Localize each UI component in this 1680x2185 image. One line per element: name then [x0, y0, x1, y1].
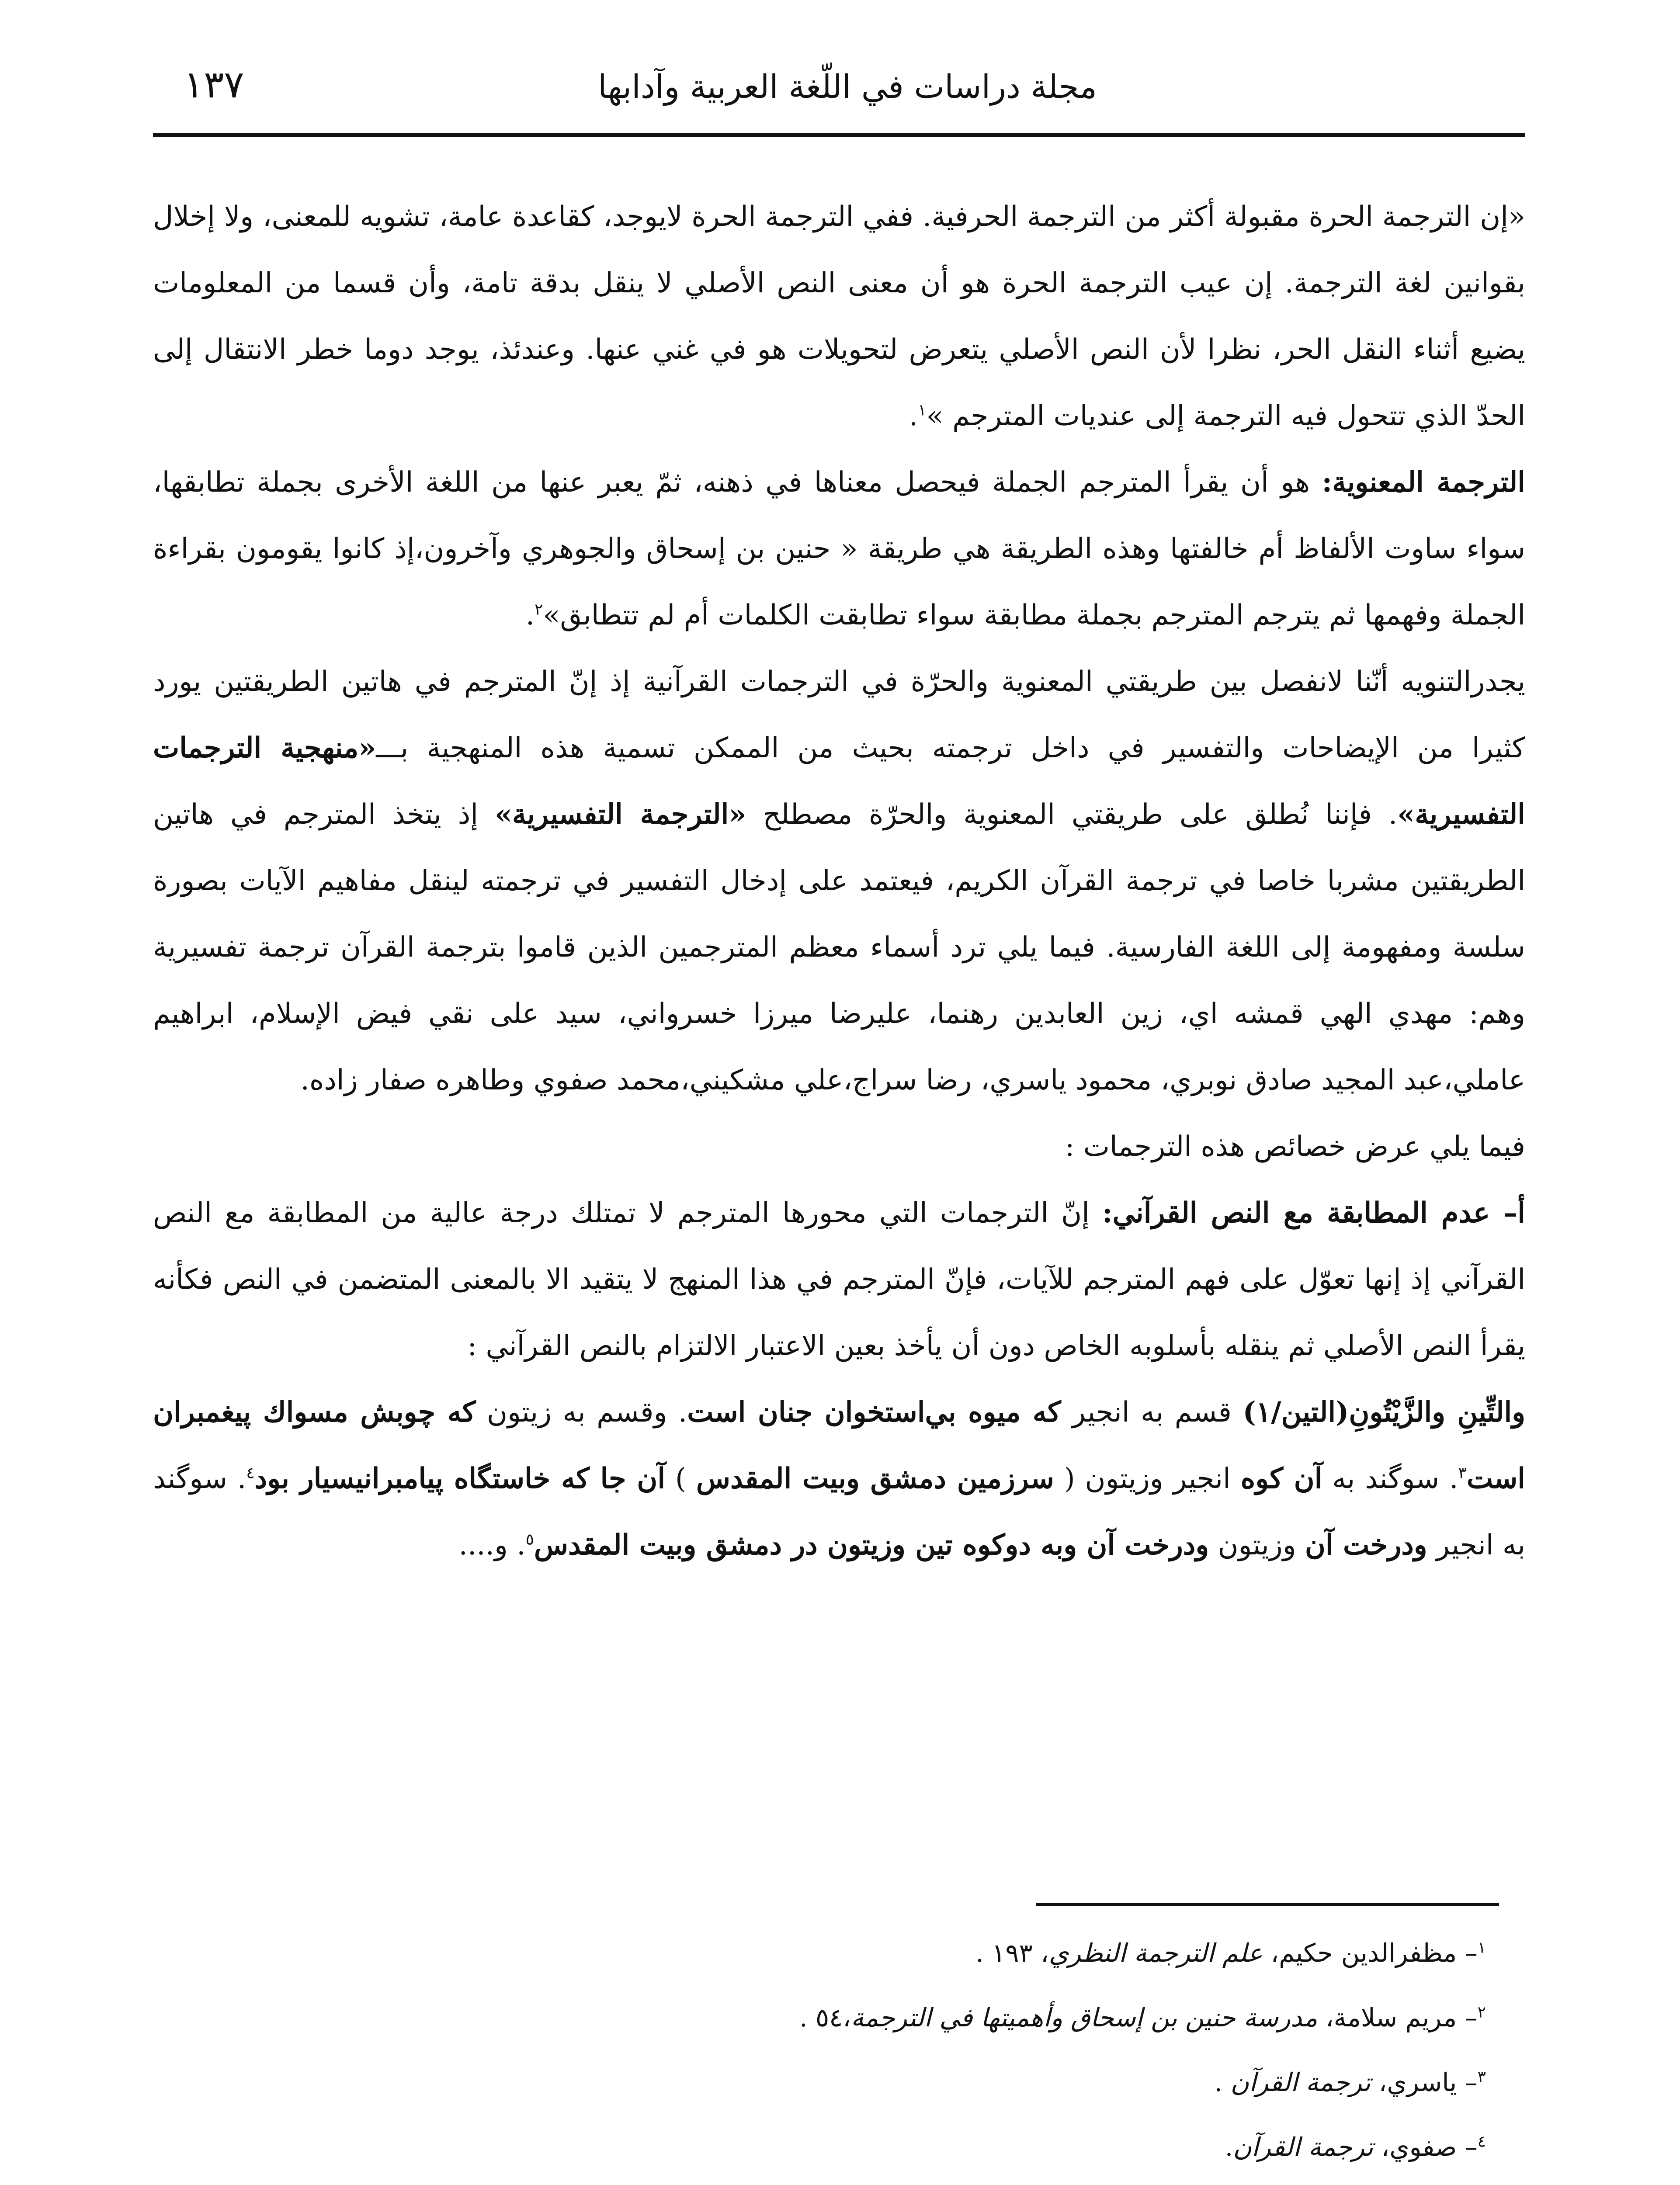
footnote-ref: ٤	[246, 1464, 255, 1482]
footnote-work-title: ترجمة القرآن	[1230, 2067, 1371, 2097]
footnote-ref: ٢	[535, 600, 543, 619]
term-bold: «الترجمة التفسيرية»	[494, 798, 746, 831]
footnote-1: $^١$– مظفرالدين حكيم، علم الترجمة النظري، ١٩٣ .	[975, 1938, 1486, 1968]
main-text	[153, 184, 1525, 1578]
verse-quote: والتِّينِ والزَّيْتُونِ(التين/١)	[1243, 1396, 1526, 1429]
footnote-work-title: ترجمة القرآن	[1233, 2132, 1374, 2162]
footnote-3: $^٣$– ياسري، ترجمة القرآن .	[1214, 2067, 1486, 2097]
footnote-work-title: علم الترجمة النظري	[1048, 1938, 1263, 1968]
page-number: ١٣٧	[184, 63, 244, 107]
footnote-ref: ٥	[525, 1530, 534, 1549]
paragraph-methodology: يجدرالتنويه أنّنا لانفصل بين طريقتي المعنوية والحرّة في الترجمات القرآنية إذ إنّ المترجم في هاتين الطريقتين يورد كثيرا من الإيضاحات والتفسير في داخل ترجمته بحيث من الممكن تسمية هذه المنهجية بـــ«منهجية الترجمات التفسيرية». فإننا نُطلق على طريقتي المعنوية والحرّة مصطلح «الترجمة التفسيرية» إذ يتخذ المترجم في هاتين الطريقتين مشربا خاصا في ترجمة القرآن الكريم، فيعتمد على إدخال التفسير في ترجمته لينقل مفاهيم الآيات بصورة سلسة ومفهومة إلى اللغة الفارسية. فيما يلي ترد أسماء معظم المترجمين الذين قاموا بترجمة القرآن ترجمة تفسيرية وهم: مهدي الهي قمشه اي، زين العابدين رهنما، عليرضا ميرزا خسرواني، سيد على نقي فيض الإسلام، ابراهيم عاملي،عبد المجيد صادق نوبري، محمود ياسري، رضا سراج،علي مشكيني،محمد صفوي وطاهره صفار زاده.	[153, 666, 1526, 1096]
footnote-divider	[1036, 1903, 1499, 1906]
footnote-5	[153, 2179, 1486, 2185]
term-heading: أ– عدم المطابقة مع النص القرآني:	[1102, 1197, 1525, 1229]
footnote-4: $^٤$– صفوي، ترجمة القرآن.	[1225, 2132, 1486, 2162]
footnote-ref: ١	[918, 401, 927, 420]
paragraph-intro: فيما يلي عرض خصائص هذه الترجمات :	[1065, 1131, 1525, 1163]
footnotes	[153, 1921, 1486, 2185]
journal-title: مجلة دراسات في اللّغة العربية وآدابها	[598, 68, 1097, 106]
footnote-2: $^٢$– مريم سلامة، مدرسة حنين بن إسحاق وأهميتها في الترجمة،٥٤ .	[799, 2003, 1486, 2032]
footnote-work-title: مدرسة حنين بن إسحاق وأهميتها في الترجمة	[850, 2003, 1318, 2032]
footnote-ref: ٣	[1458, 1464, 1467, 1482]
page-header	[153, 50, 1525, 137]
paragraph-quote: «إن الترجمة الحرة مقبولة أكثر من الترجمة الحرفية. ففي الترجمة الحرة لايوجد، كقاعدة عامة، تشويه للمعنى، ولا إخلال بقوانين لغة الترجمة. إن عيب الترجمة الحرة هو أن معنى النص الأصلي لا ينقل بدقة تامة، وأن قسما من المعلومات يضيع أثناء النقل الحر، نظرا لأن النص الأصلي يتعرض لتحويلات هو في غني عنها. وعندئذ، يوجد دوما خطر الانتقال إلى الحدّ الذي تتحول فيه الترجمة إلى عنديات المترجم »$^١$.	[153, 201, 1526, 432]
paragraph-semantic-translation: الترجمة المعنوية: هو أن يقرأ المترجم الجملة فيحصل معناها في ذهنه، ثمّ يعبر عنها من اللغة الأخرى بجملة تطابقها، سواء ساوت الألفاظ أم خالفتها وهذه الطريقة هي طريقة « حنين بن إسحاق والجوهري وآخرون،إذ كانوا يقومون بقراءة الجملة وفهمها ثم يترجم المترجم بجملة مطابقة سواء تطابقت الكلمات أم لم تتطابق»$^٢$.	[153, 466, 1526, 631]
term-heading: الترجمة المعنوية:	[1322, 466, 1526, 499]
paragraph-verse-example: والتِّينِ والزَّيْتُونِ(التين/١) قسم به انجير كه ميوه بي‌استخوان جنان است. وقسم به زيتون كه چوبش مسواك پيغمبران است$^٣$. سوگند به آن كوه انجير وزيتون ( سرزمين دمشق وبيت المقدس ) آن جا كه خاستگاه پيامبرانيسيار بود$^٤$. سوگند به انجير ودرخت آن وزيتون ودرخت آن وبه دوكوه تين وزيتون در دمشق وبيت المقدس$^٥$. و....	[153, 1396, 1526, 1561]
term-bold: «منهجية الترجمات التفسيرية»	[153, 732, 1526, 831]
paragraph-non-conformity: أ– عدم المطابقة مع النص القرآني: إنّ الترجمات التي محورها المترجم لا تمتلك درجة عالية من المطابقة مع النص القرآني إذ إنها تعوّل على فهم المترجم للآيات، فإنّ المترجم في هذا المنهج لا يتقيد الا بالمعنى المتضمن في النص فكأنه يقرأ النص الأصلي ثم ينقله بأسلوبه الخاص دون أن يأخذ بعين الاعتبار الالتزام بالنص القرآني :	[153, 1197, 1525, 1362]
